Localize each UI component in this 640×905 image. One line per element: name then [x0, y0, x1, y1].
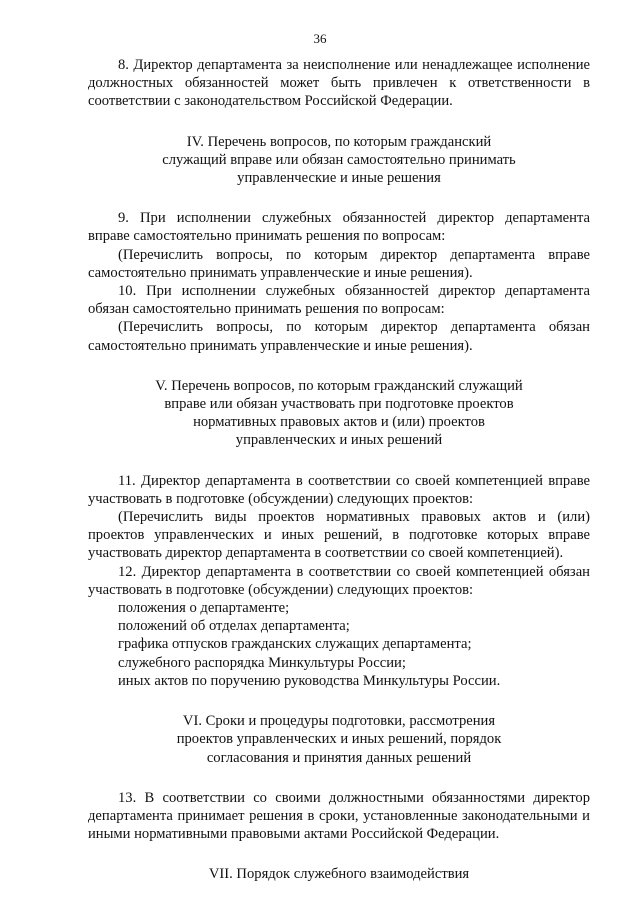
section-heading-vii [88, 865, 590, 883]
heading-line: VII. Порядок служебного взаимодействия [208, 866, 470, 883]
list-item: иных актов по поручению руководства Минкультуры России. [118, 672, 501, 689]
paragraph-9: 9. При исполнении служебных обязанностей директор департамента вправе самостоятельно принимать решения по вопросам: [88, 210, 590, 245]
section-heading-v [88, 377, 590, 450]
paragraph-8: 8. Директор департамента за неисполнение или ненадлежащее исполнение должностных обязанностей может быть привлечен к ответственности в соответствии с законодательством Российской Федерации. [88, 57, 590, 110]
paragraph-9-note: (Перечислить вопросы, по которым директор департамента вправе самостоятельно принимать управленческие и иные решения). [88, 246, 590, 281]
heading-line: проектов управленческих и иных решений, порядок [176, 731, 502, 748]
heading-line: управленческие и иные решения [237, 170, 441, 187]
paragraph-11: 11. Директор департамента в соответствии со своей компетенцией вправе участвовать в подготовке (обсуждении) следующих проектов: [88, 472, 590, 507]
list-item: служебного распорядка Минкультуры России; [118, 654, 406, 671]
paragraph-10-note: (Перечислить вопросы, по которым директор департамента обязан самостоятельно принимать управленческие и иные решения). [88, 319, 590, 354]
heading-line: согласования и принятия данных решений [206, 749, 472, 766]
heading-line: нормативных правовых актов и (или) проектов [193, 414, 485, 431]
paragraph-10: 10. При исполнении служебных обязанностей директор департамента обязан самостоятельно принимать решения по вопросам: [88, 283, 590, 318]
heading-line: V. Перечень вопросов, по которым гражданский служащий [155, 377, 523, 394]
list-item: положения о департаменте; [118, 600, 290, 617]
paragraph-13: 13. В соответствии со своими должностными обязанностями директор департамента принимает решения в сроки, установленные законодательными и иными нормативными правовыми актами Российской Федерации. [88, 789, 590, 843]
paragraph-11-note: (Перечислить виды проектов нормативных правовых актов и (или) проектов управленческих и иных решений, в подготовке которых вправе участвовать директор департамента в соответствии со своей компетенцией). [88, 509, 590, 562]
projects-list [88, 599, 590, 690]
document-body [88, 56, 590, 884]
heading-line: управленческих и иных решений [235, 432, 443, 449]
section-heading-vi [88, 712, 590, 767]
paragraph-12: 12. Директор департамента в соответствии со своей компетенцией обязан участвовать в подготовке (обсуждении) следующих проектов: [88, 563, 590, 598]
heading-line: VI. Сроки и процедуры подготовки, рассмотрения [182, 713, 496, 730]
section-heading-iv [88, 133, 590, 188]
heading-line: вправе или обязан участвовать при подготовке проектов [164, 396, 514, 413]
heading-line: служащий вправе или обязан самостоятельно принимать [162, 151, 516, 168]
heading-line: IV. Перечень вопросов, по которым гражданский [186, 133, 492, 150]
page-number: 36 [313, 31, 327, 46]
list-item: положений об отделах департамента; [118, 618, 350, 635]
list-item: графика отпусков гражданских служащих департамента; [118, 636, 472, 653]
